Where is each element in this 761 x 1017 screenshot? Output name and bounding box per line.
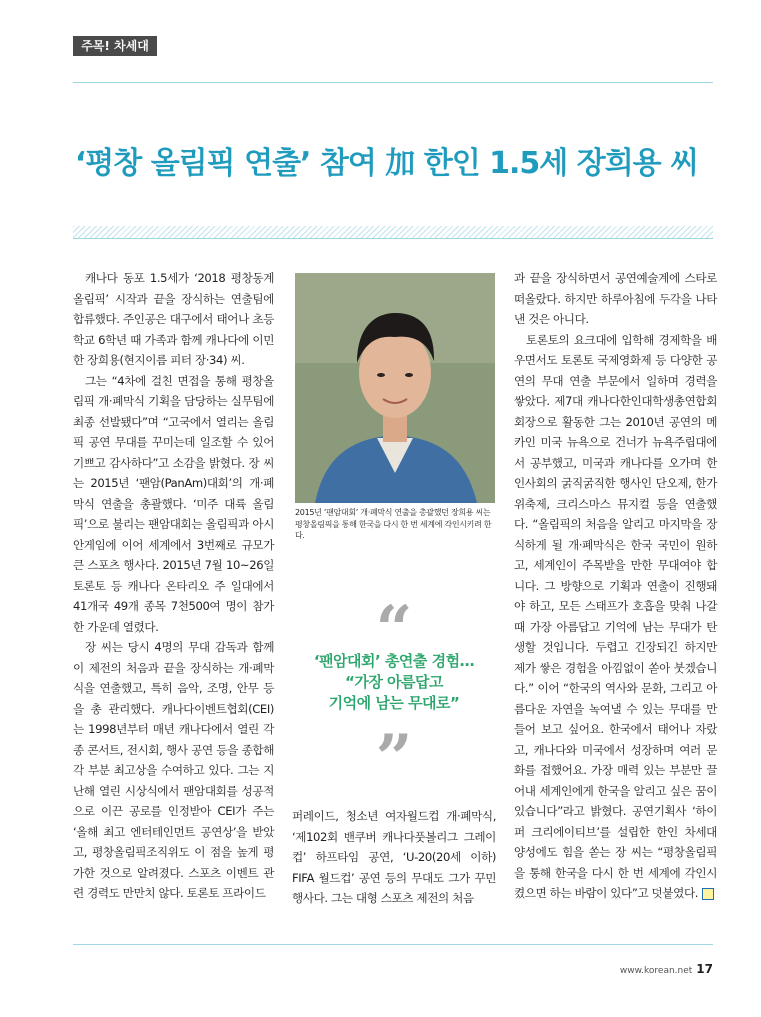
page-number: 17 (696, 962, 713, 976)
bottom-rule (73, 944, 713, 945)
article-paragraph: 캐나다 동포 1.5세가 ‘2018 평창동계올림픽’ 시작과 끝을 장식하는 연출팀에 합류했다. 주인공은 대구에서 태어나 초등학교 6학년 때 가족과 함께 캐나다에 이민한 장희용(현지이름 피터 장·34) 씨. (73, 271, 274, 367)
portrait-illustration (295, 273, 495, 503)
article-column-right (514, 268, 717, 904)
pull-quote-line: “가장 아름답고 (344, 673, 444, 691)
photo-caption: 2015년 ‘팬암대회’ 개·폐막식 연출을 총괄했던 장희용 씨는 평창올림픽을 통해 한국을 다시 한 번 세계에 각인시키려 한다. (295, 508, 492, 540)
end-mark-icon (702, 888, 714, 900)
decorative-stripe (73, 226, 713, 238)
close-quote-icon: ” (375, 721, 413, 796)
page-footer (620, 962, 713, 976)
top-rule (73, 82, 713, 83)
section-tag: 주목! 차세대 (73, 36, 157, 56)
article-text: 토론토의 요크대에 입학해 경제학을 배우면서도 토론토 국제영화제 등 다양한 공연의 무대 연출 부문에서 일하며 경력을 쌓았다. 제7대 캐나다한인대학생총연합회 회장으로 활동한 그는 2010년 공연의 메카인 미국 뉴욕으로 건너가 뉴욕주립대에서 공부했고, 미국과 캐나다를 오가며 한인사회의 굵직굵직한 행사인 단오제, 한가위축제, 크리스마스 뮤지컬 등을 연출했다. “올림픽의 처음을 알리고 마지막을 장식하게 될 개·폐막식은 한국 국민이 원하고, 세계인이 주목받을 만한 무대여야 합니다. 그 방향으로 기획과 연출이 진행돼야 하고, 모든 스태프가 호흡을 맞춰 나갈 때 가장 아름답고 기억에 남는 무대가 탄생할 것입니다. 두렵고 긴장되긴 하지만 제가 쌓은 경험을 아낌없이 쏟아 붓겠습니다.” 이어 “한국의 역사와 문화, 그리고 아름다운 자연을 녹여낼 수 있는 무대를 만들어 보고 싶어요. 한국에서 태어나 자랐고, 캐나다와 미국에서 성장하며 여러 문화를 접했어요. 가장 매력 있는 부분만 끌어내 세계인에게 한국을 알리고 싶은 꿈이 있습니다”라고 밝혔다. 공연기획사 ‘하이퍼 크리에이티브’를 설립한 한인 차세대 양성에도 힘을 쏟는 장 씨는 “평창올림픽을 통해 한국을 다시 한 번 세계에 각인시켰으면 하는 바람이 있다”고 덧붙였다. (514, 332, 717, 900)
article-paragraph: 장 씨는 당시 4명의 무대 감독과 함께 이 제전의 처음과 끝을 장식하는 개·폐막식을 연출했고, 특히 음악, 조명, 안무 등을 총 관리했다. 캐나다이벤트협회(CEI)는 1998년부터 매년 캐나다에서 열린 각종 콘서트, 전시회, 행사 공연 등을 종합해 각 부분 최고상을 수여하고 있다. 그는 지난해 열린 시상식에서 팬암대회를 성공적으로 이끈 공로를 인정받아 CEI가 주는 ‘올해 최고 엔터테인먼트 공연상’을 받았고, 평창올림픽조직위도 이 점을 높게 평가한 것으로 알려졌다. 스포츠 이벤트 관련 경력도 만만치 않다. 토론토 프라이드 (73, 640, 274, 900)
article-column-middle (292, 806, 496, 909)
footer-url: www.korean.net (619, 966, 693, 976)
portrait-photo (295, 273, 495, 503)
headline: ‘평창 올림픽 연출’ 참여 加 한인 1.5세 장희용 씨 (74, 146, 699, 181)
article-paragraph: 퍼레이드, 청소년 여자월드컵 개·폐막식, ‘제102회 밴쿠버 캐나다풋볼리그 그레이컵’ 하프타임 공연, ‘U-20(20세 이하) FIFA 월드컵’ 공연 등의 무대도 그가 꾸민 행사다. 그는 대형 스포츠 제전의 처음 (292, 809, 496, 905)
article-paragraph (514, 330, 717, 904)
article-paragraph: 그는 “4차에 걸친 면접을 통해 평창올림픽 개·폐막식 기획을 담당하는 실무팀에 최종 선발됐다”며 “고국에서 열리는 올림픽 공연 무대를 꾸미는데 일조할 수 있어 기쁘고 감사하다”고 소감을 밝혔다. 장 씨는 2015년 ‘팬암(PanAm)대회’의 개·폐막식 연출을 총괄했다. ‘미주 대륙 올림픽’으로 불리는 팬암대회는 올림픽과 아시안게임에 이어 세계에서 3번째로 규모가 큰 스포츠 행사다. 2015년 7월 10~26일 토론토 등 캐나다 온타리오 주 일대에서 41개국 49개 종목 7천500여 명이 참가한 가운데 열렸다. (73, 373, 274, 634)
article-column-left (73, 268, 274, 904)
stripe-rule (73, 238, 713, 239)
pull-quote (292, 651, 496, 714)
article-paragraph: 과 끝을 장식하면서 공연예술계에 스타로 떠올랐다. 하지만 하루아침에 두각을 나타낸 것은 아니다. (514, 271, 717, 326)
pull-quote-line: 기억에 남는 무대로” (328, 694, 460, 712)
open-quote-icon: “ (375, 592, 413, 667)
pull-quote-line: ‘팬암대회’ 총연출 경험… (313, 652, 475, 670)
